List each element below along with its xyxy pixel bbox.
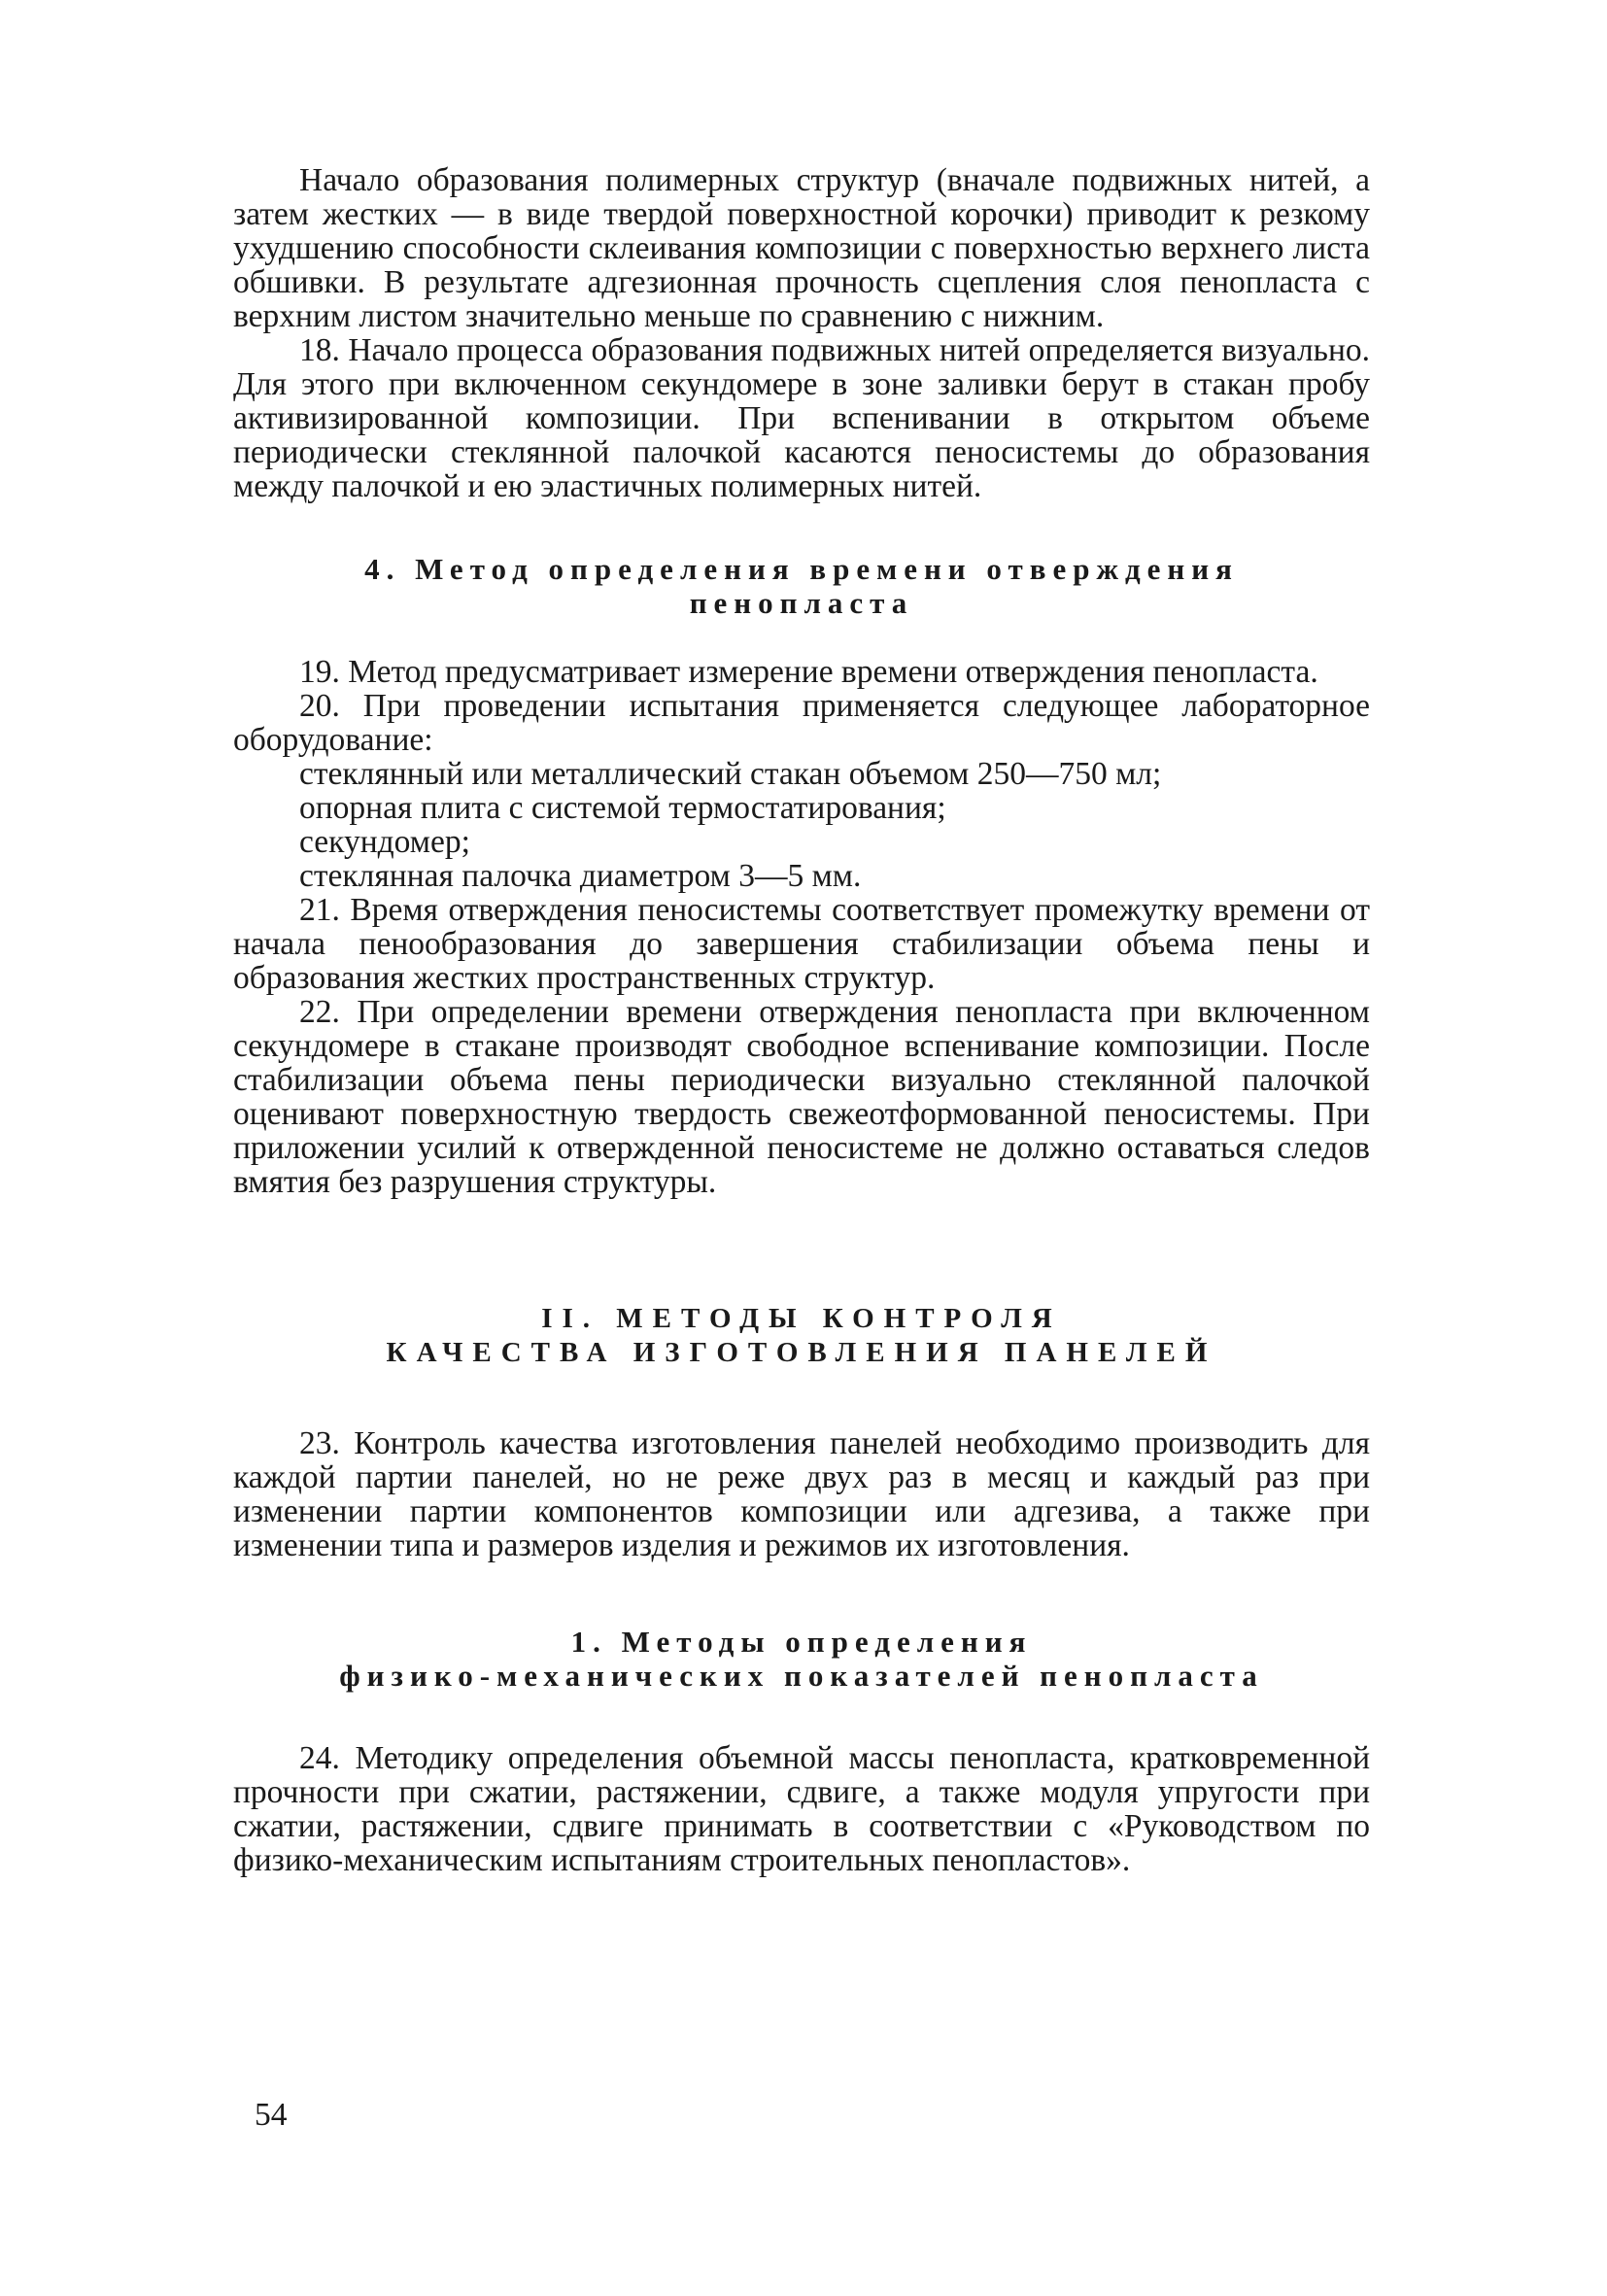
paragraph-18: 18. Начало процесса образования подвижных нитей определяется визуально. Для этого при включенном секундомере в зоне заливки берут в стакан пробу активизированной композиции. При вспенивании в открытом объеме периодически стеклянной палочкой касаются пеносистемы до образования между палочкой и ею эластичных полимерных нитей. — [233, 332, 1370, 504]
paragraph-intro: Начало образования полимерных структур (вначале подвижных нитей, а затем жестких — в виде твердой поверхностной корочки) приводит к резкому ухудшению способности склеивания композиции с поверхностью верхнего листа обшивки. В результате адгезионная прочность сцепления слоя пенопласта с верхним листом значительно меньше по сравнению с нижним. — [233, 162, 1370, 334]
page-number: 54 — [255, 2097, 288, 2133]
document-page — [233, 163, 1370, 1877]
paragraph-24: 24. Методику определения объемной массы пенопласта, кратковременной прочности при сжатии, растяжении, сдвиге, а также модуля упругости при сжатии, растяжении, сдвиге принимать в соответствии с «Руководством по физико-механическим испытаниям строительных пенопластов». — [233, 1740, 1370, 1878]
section-heading-1 — [233, 1625, 1370, 1693]
paragraph-23: 23. Контроль качества изготовления панелей необходимо производить для каждой партии панелей, но не реже двух раз в месяц и каждый раз при изменении партии компонентов композиции или адгезива, а также при изменении типа и размеров изделия и режимов их изготовления. — [233, 1425, 1370, 1563]
paragraph-19: 19. Метод предусматривает измерение времени отверждения пенопласта. — [299, 654, 1318, 690]
section-heading-1-line-1: 1. Методы определения — [570, 1625, 1033, 1659]
equipment-list — [233, 757, 1370, 893]
section-heading-4-line-1: 4. Метод определения времени отверждения — [364, 552, 1239, 586]
equipment-item: стеклянный или металлический стакан объемом 250—750 мл; — [299, 756, 1162, 792]
equipment-item: секундомер; — [299, 824, 470, 860]
section-heading-4-line-2: пенопласта — [689, 586, 914, 620]
paragraph-20: 20. При проведении испытания применяется следующее лабораторное оборудование: — [233, 688, 1370, 758]
chapter-heading-ii-line-1: II. МЕТОДЫ КОНТРОЛЯ — [541, 1303, 1062, 1334]
equipment-item: опорная плита с системой термостатирования; — [299, 790, 946, 826]
chapter-heading-ii — [233, 1302, 1370, 1370]
section-heading-4 — [233, 552, 1370, 620]
paragraph-21: 21. Время отверждения пеносистемы соответствует промежутку времени от начала пенообразования до завершения стабилизации объема пены и образования жестких пространственных структур. — [233, 892, 1370, 996]
chapter-heading-ii-line-2: КАЧЕСТВА ИЗГОТОВЛЕНИЯ ПАНЕЛЕЙ — [386, 1337, 1217, 1368]
section-heading-1-line-2: физико-механических показателей пенопласта — [339, 1659, 1264, 1693]
equipment-item: стеклянная палочка диаметром 3—5 мм. — [299, 858, 862, 894]
paragraph-22: 22. При определении времени отверждения пенопласта при включенном секундомере в стакане производят свободное вспенивание композиции. После стабилизации объема пены периодически визуально стеклянной палочкой оценивают поверхностную твердость свежеотформованной пеносистемы. При приложении усилий к отвержденной пеносистеме не должно оставаться следов вмятия без разрушения структуры. — [233, 994, 1370, 1200]
